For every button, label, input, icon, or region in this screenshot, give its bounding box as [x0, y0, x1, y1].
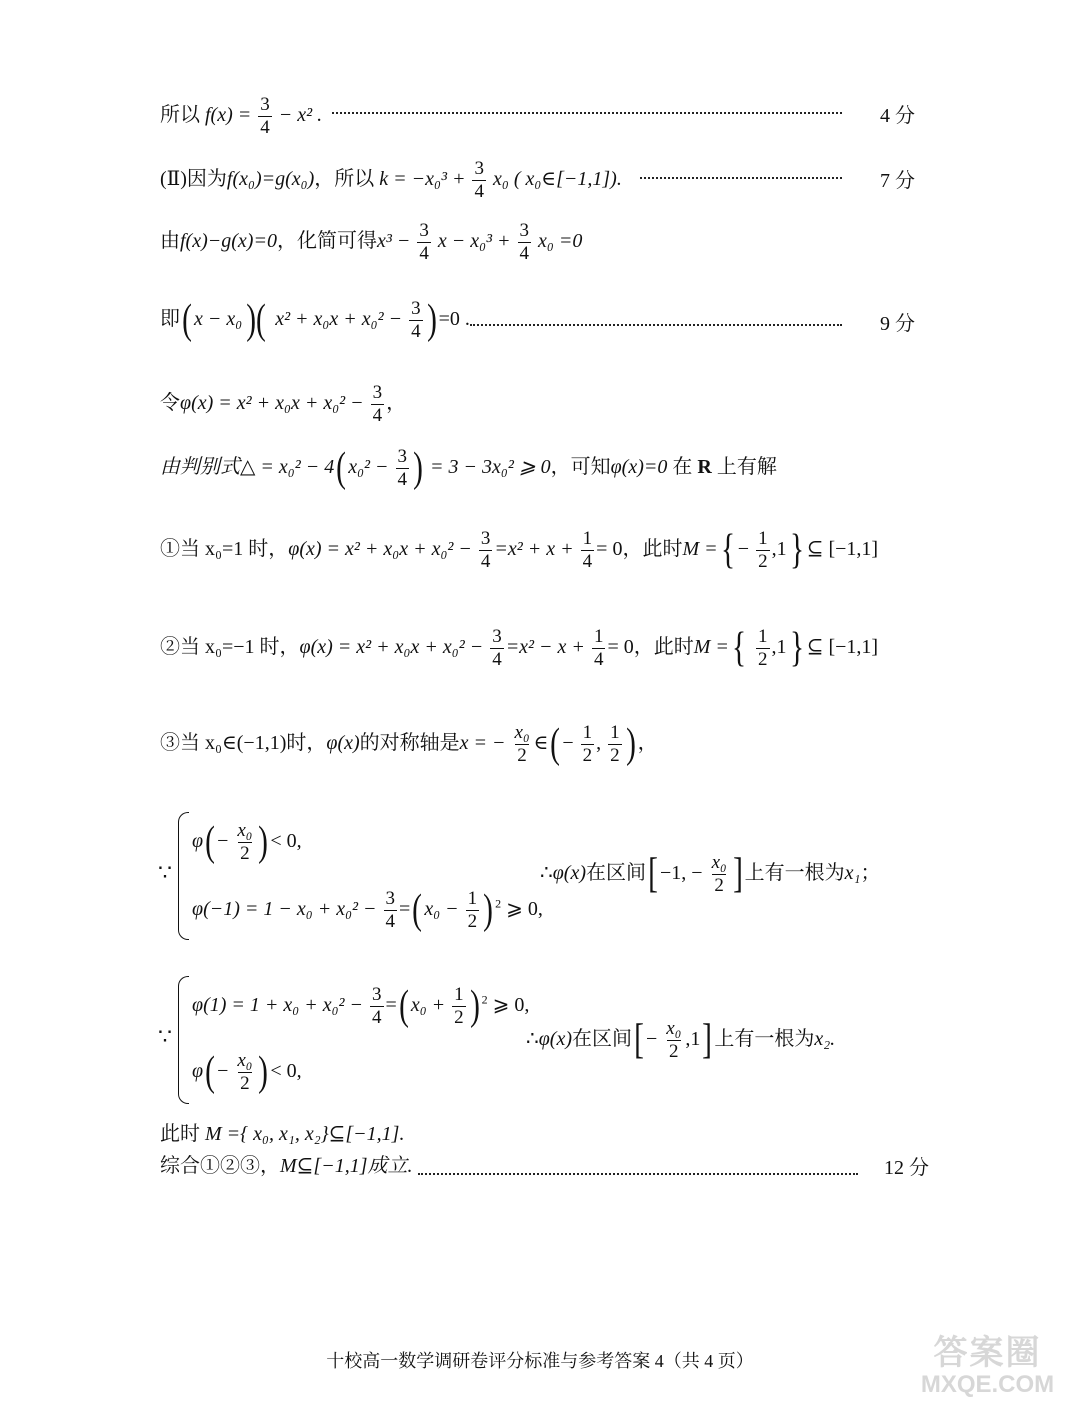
line-case-1: ①当 x₀=1 时，φ(x) = x² + x₀x + x₀² − $\frac{3}{4}$ =x² + x + $\frac{1}{4}$ = 0，此时M ={ − $\frac{1}{2}$ ,1} ⊆ [−1,1]: [160, 527, 879, 574]
fraction: $\frac{3}{4}$: [411, 298, 421, 342]
fraction: $\frac{\text{x₀}}{2}$: [711, 852, 727, 896]
system-2-line-2: φ( − $\frac{\text{x₀}}{2}$ ) < 0,: [192, 1049, 302, 1096]
fraction: $\frac{1}{2}$: [758, 528, 768, 572]
fraction: $\frac{1}{2}$: [610, 722, 620, 766]
line-part-two: (Ⅱ)因为f(x₀)=g(x₀)，所以 k = −x₀³ + $\frac{3}{4}$ x₀ ( x₀∈[−1,1]).: [160, 158, 622, 202]
score-7: 7 分: [880, 170, 915, 192]
line-simplify: 由f(x)−g(x)=0，化简可得x³ − $\frac{3}{4}$ x − x₀³ + $\frac{3}{4}$ x₀ =0: [160, 220, 583, 264]
fraction: $\frac{1}{4}$: [582, 528, 593, 572]
line-case-2: ②当 x₀=−1 时，φ(x) = x² + x₀x + x₀² − $\frac{3}{4}$ =x² − x + $\frac{1}{4}$ = 0，此时M ={ $\frac{1}{2}$ ,1} ⊆ [−1,1]: [160, 625, 879, 672]
line-factorized: 即( x − x₀)( x² + x₀x + x₀² − $\frac{3}{4}$ ) =0 .: [160, 297, 470, 344]
line-discriminant: 由判别式△ = x₀² − 4( x₀² − $\frac{3}{4}$ ) = 3 − 3x₀² ⩾ 0，可知φ(x)=0 在 R 上有解: [160, 445, 777, 492]
fraction: $\frac{1}{4}$: [593, 626, 604, 670]
fraction: $\frac{3}{4}$: [372, 382, 383, 426]
dot-leader: [640, 177, 842, 179]
watermark-logo: 答案圈 MXQE.COM: [920, 1334, 1055, 1398]
fraction: $\frac{3}{4}$: [480, 528, 491, 572]
fraction: $\frac{3}{4}$: [492, 626, 502, 670]
page-footer: 十校高一数学调研卷评分标准与参考答案 4（共 4 页）: [326, 1351, 754, 1371]
dot-leader: [470, 324, 842, 326]
fraction: $\frac{1}{2}$: [467, 888, 478, 932]
line-result-fx: 所以 f(x) = $\frac{3}{4}$ − x² .: [160, 94, 323, 138]
line-case-3: ③当 x₀∈(−1,1)时，φ(x)的对称轴是x = − $\frac{\text{x₀}}{2}$ ∈( − $\frac{1}{2}$ , $\frac{1}{2}$ ) ，: [160, 721, 658, 768]
system-2-line-1: φ(1) = 1 + x₀ + x₀² − $\frac{3}{4}$ =( x₀ + $\frac{1}{2}$ ) $^2$ ⩾ 0,: [192, 983, 530, 1030]
fraction: $\frac{3}{4}$: [260, 94, 270, 138]
system-1-line-1: φ( − $\frac{\text{x₀}}{2}$ ) < 0,: [192, 819, 302, 866]
fraction: $\frac{3}{4}$: [474, 158, 484, 202]
dot-leader: [418, 1173, 858, 1175]
fraction: $\frac{\text{x₀}}{2}$: [237, 820, 253, 864]
because-symbol: ∵: [158, 1024, 172, 1049]
system-1-conclusion: ∴φ(x)在区间[ −1, − $\frac{\text{x₀}}{2}$ ] 上有一根为x₁；: [540, 851, 881, 898]
fraction: $\frac{3}{4}$: [397, 446, 408, 490]
line-set-m: 此时 M ={ x₀, x₁, x₂}⊆[−1,1].: [160, 1123, 405, 1145]
score-4: 4 分: [880, 105, 915, 127]
line-define-phi: 令φ(x) = x² + x₀x + x₀² − $\frac{3}{4}$ ，: [160, 382, 407, 426]
line-summary: 综合①②③，M⊆[−1,1]成立.: [160, 1155, 413, 1177]
brace: [178, 812, 189, 940]
brace: [178, 976, 189, 1104]
fraction: $\frac{\text{x₀}}{2}$: [237, 1050, 253, 1094]
score-12: 12 分: [884, 1157, 929, 1179]
because-symbol: ∵: [158, 860, 172, 885]
system-2-conclusion: ∴φ(x)在区间[ − $\frac{\text{x₀}}{2}$ ,1] 上有一根为x₂.: [526, 1017, 836, 1064]
fraction: $\frac{3}{4}$: [519, 220, 530, 264]
fraction: $\frac{3}{4}$: [372, 984, 382, 1028]
fraction: $\frac{1}{2}$: [454, 984, 464, 1028]
fraction: $\frac{\text{x₀}}{2}$: [666, 1018, 682, 1062]
fraction: $\frac{1}{2}$: [758, 626, 768, 670]
fraction: $\frac{1}{2}$: [582, 722, 593, 766]
dot-leader: [332, 112, 842, 114]
score-9: 9 分: [880, 313, 915, 335]
system-1-line-2: φ(−1) = 1 − x₀ + x₀² − $\frac{3}{4}$ =( x₀ − $\frac{1}{2}$ ) $^2$ ⩾ 0,: [192, 887, 543, 934]
fraction: $\frac{3}{4}$: [385, 888, 396, 932]
fraction: $\frac{\text{x₀}}{2}$: [514, 722, 530, 766]
fraction: $\frac{3}{4}$: [419, 220, 429, 264]
